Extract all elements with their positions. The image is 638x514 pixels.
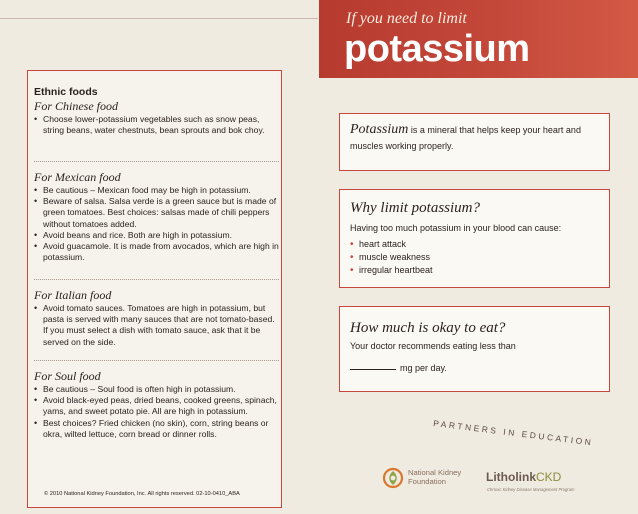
italian-food-section xyxy=(34,288,279,348)
intro-body: is a mineral that helps keep your heart and muscles working properly. xyxy=(350,125,581,151)
litholink-ckd: CKD xyxy=(536,470,562,484)
intro-card xyxy=(339,113,610,171)
intro-text xyxy=(350,122,601,154)
mexican-food-list xyxy=(34,185,279,263)
chinese-food-title: For Chinese food xyxy=(34,99,118,113)
why-limit-card xyxy=(339,189,610,288)
soul-food-section xyxy=(34,369,279,440)
list-item: • Avoid black-eyed peas, dried beans, cooked greens, spinach, yams, and sweet potato pie. All are high in potassium. xyxy=(34,395,279,417)
list-item: • Choose lower-potassium vegetables such as snow peas, string beans, water chestnuts, bean sprouts and bok choy. xyxy=(34,114,279,136)
list-item: • Beware of salsa. Salsa verde is a green sauce but is made of green tomatoes. Best choices: salsas made of chili peppers without tomatoes added. xyxy=(34,196,279,230)
mexican-food-title: For Mexican food xyxy=(34,170,121,184)
dose-line xyxy=(350,360,601,376)
header-title: potassium xyxy=(344,28,530,70)
nkf-name: National Kidney Foundation xyxy=(408,468,462,486)
list-item: • heart attack xyxy=(350,238,601,251)
litholink-logo xyxy=(486,470,561,484)
top-rule xyxy=(0,18,318,19)
soul-food-list xyxy=(34,384,279,440)
section-divider xyxy=(34,360,279,361)
list-item: • Avoid tomato sauces. Tomatoes are high in potassium, but pasta is served with many sauces that are not tomato-based. If you must select a dish with tomato sauce, ask that it be served on the side. xyxy=(34,303,279,348)
list-item: • muscle weakness xyxy=(350,251,601,264)
italian-food-title: For Italian food xyxy=(34,288,112,302)
how-much-title: How much is okay to eat? xyxy=(350,320,506,336)
copyright-notice: © 2010 National Kidney Foundation, Inc. All rights reserved. 02-10-0410_ABA xyxy=(44,491,240,497)
list-item: • Be cautious – Soul food is often high in potassium. xyxy=(34,384,279,395)
partners-label: PARTNERS IN EDUCATION xyxy=(432,418,594,448)
how-much-card xyxy=(339,306,610,392)
litholink-subtitle: Chronic Kidney Disease Management Program xyxy=(487,487,575,492)
header-tagline: If you need to limit xyxy=(346,10,467,27)
litholink-main: Litholink xyxy=(486,470,536,484)
section-divider xyxy=(34,279,279,280)
nkf-logo-icon xyxy=(381,466,405,490)
list-item: • Avoid guacamole. It is made from avocados, which are high in potassium. xyxy=(34,241,279,263)
ethnic-foods-heading: Ethnic foods xyxy=(34,86,98,98)
dose-blank xyxy=(350,369,396,370)
why-limit-text: Having too much potassium in your blood can cause: xyxy=(350,223,562,233)
mexican-food-section xyxy=(34,170,279,263)
dose-unit: mg per day. xyxy=(400,363,447,373)
why-limit-title: Why limit potassium? xyxy=(350,200,480,216)
intro-lead: Potassium xyxy=(350,122,409,137)
risk-list xyxy=(350,238,601,277)
how-much-text: Your doctor recommends eating less than xyxy=(350,341,516,351)
italian-food-list xyxy=(34,303,279,348)
section-divider xyxy=(34,161,279,162)
list-item: • Be cautious – Mexican food may be high in potassium. xyxy=(34,185,279,196)
list-item: • Best choices? Fried chicken (no skin), corn, string beans or okra, wilted lettuce, corn bread or dinner rolls. xyxy=(34,418,279,440)
soul-food-title: For Soul food xyxy=(34,369,101,383)
chinese-food-section xyxy=(34,86,279,136)
chinese-food-list xyxy=(34,114,279,136)
list-item: • Avoid beans and rice. Both are high in potassium. xyxy=(34,230,279,241)
list-item: • irregular heartbeat xyxy=(350,264,601,277)
